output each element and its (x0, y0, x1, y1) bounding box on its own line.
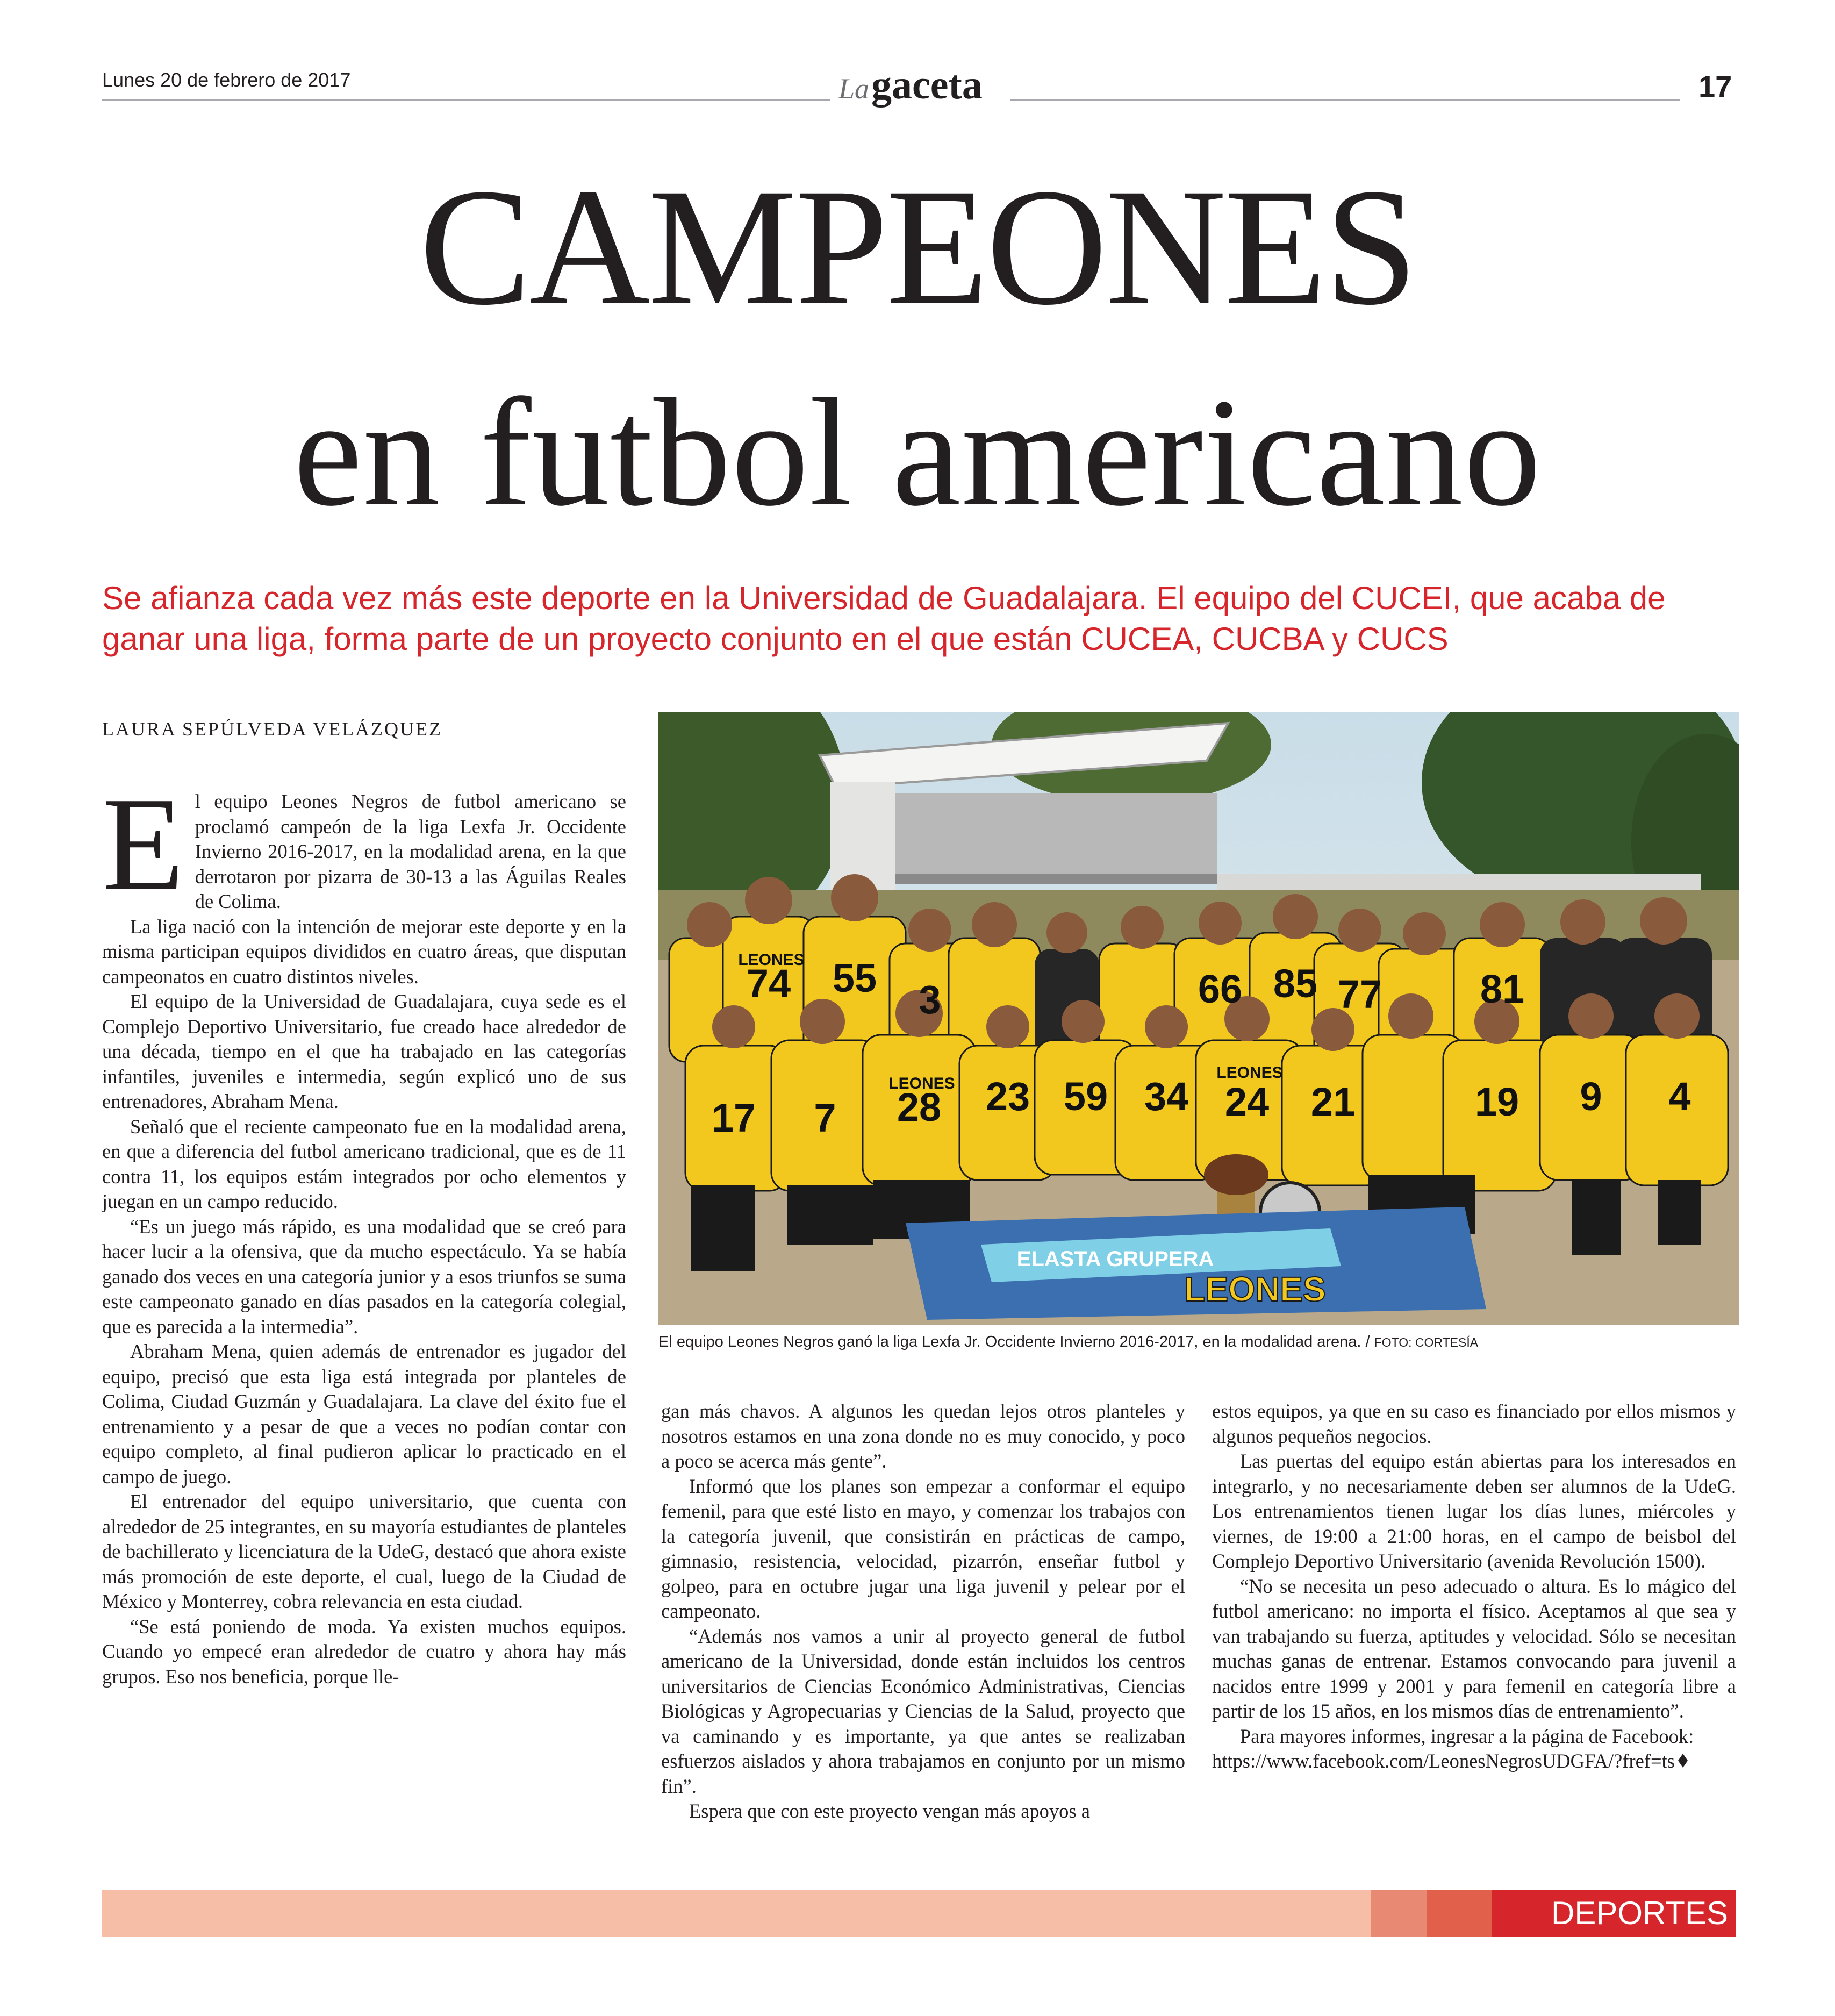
headline-line-2: en futbol americano (293, 367, 1542, 538)
team-banner (906, 1207, 1486, 1320)
jersey-number: 17 (711, 1096, 756, 1140)
footer-band (102, 1890, 1371, 1937)
paragraph: Las puertas del equipo están abiertas para los interesados en integrarlo, y no necesariamente deben ser alumnos de la UdeG. Los entrenamientos tienen lugar los días lunes, miércoles y viernes, de 19:00 a 21:00 horas, en el campo de beisbol del Complejo Deportivo Universitario (avenida Revolución 1500). (1212, 1450, 1736, 1572)
footer-block-light (1371, 1890, 1427, 1937)
facebook-link[interactable]: https://www.facebook.com/LeonesNegrosUDGFA/?fref=ts (1212, 1750, 1675, 1772)
drop-cap: E (102, 770, 184, 919)
logo-la: La (838, 73, 870, 105)
jersey-number: 55 (832, 956, 877, 1000)
jersey-number: 3 (919, 977, 941, 1022)
caption-text: El equipo Leones Negros ganó la liga Lexfa Jr. Occidente Invierno 2016-2017, en la modalidad arena. / (658, 1333, 1370, 1350)
footer-block-mid (1427, 1890, 1492, 1937)
paragraph: “No se necesita un peso adecuado o altura. Es lo mágico del futbol americano: no importa el físico. Aceptamos al que sea y van trabajando su fuerza, aptitudes y velocidad. Sólo se necesitan muchas ganas de entrenar. Estamos convocando para juvenil a nacidos entre 1999 y 2001 y para femenil en categoría libre a partir de los 15 años, en los mismos días de entrenamiento”. (1212, 1575, 1736, 1722)
jersey-number: 19 (1474, 1080, 1519, 1124)
jersey-number: 7 (814, 1096, 836, 1140)
jersey-number: 21 (1310, 1080, 1356, 1124)
header-rule-left (102, 99, 830, 101)
issue-date: Lunes 20 de febrero de 2017 (102, 69, 351, 91)
masthead-logo (838, 62, 1005, 110)
jersey-number: 23 (985, 1074, 1030, 1119)
header-rule-right (1010, 99, 1680, 101)
jersey-number: 59 (1063, 1074, 1108, 1119)
jersey-number: 81 (1480, 967, 1525, 1011)
jersey-number: 9 (1580, 1074, 1602, 1119)
paragraph: El equipo de la Universidad de Guadalajara, cuya sede es el Complejo Deportivo Universitario, fue creado hace alrededor de una década, tiempo en el que ha trabajado en las categorías infantiles, juveniles e intermedia, según explicó uno de sus entrenadores, Abraham Mena. (102, 990, 626, 1112)
team-photo (658, 712, 1739, 1325)
banner-text: LEONES (1184, 1270, 1326, 1309)
jersey-number: 77 (1337, 972, 1382, 1017)
jersey-word: LEONES (888, 1075, 955, 1092)
paragraph: “Se está poniendo de moda. Ya existen muchos equipos. Cuando yo empecé eran alrededor de cuatro y ahora hay más grupos. Eso nos beneficia, porque lle- (102, 1615, 626, 1688)
jersey-number: 74 (746, 961, 791, 1006)
paragraph: gan más chavos. A algunos les quedan lejos otros planteles y nosotros estamos en una zona donde no es muy conocido, y poco a poco se acerca más gente”. (661, 1400, 1185, 1472)
football (1204, 1154, 1268, 1195)
byline: LAURA SEPÚLVEDA VELÁZQUEZ (102, 718, 443, 740)
jersey-word: LEONES (738, 951, 805, 969)
team-photo-illustration (658, 712, 1739, 1325)
jersey-number: 28 (897, 1085, 942, 1129)
paragraph: estos equipos, ya que en su caso es financiado por ellos mismos y algunos pequeños negocios. (1212, 1400, 1736, 1447)
article-deck: Se afianza cada vez más este deporte en la Universidad de Guadalajara. El equipo del CUCEI, que acaba de ganar una liga, forma parte de un proyecto conjunto en el que están CUCEA, CUCBA y CUCS (102, 580, 1666, 657)
paragraph: “Además nos vamos a unir al proyecto general de futbol americano de la Universidad, donde están incluidos los centros universitarios de Ciencias Económico Administrativas, Ciencias Biológicas y Agropecuarias y Ciencias de la Salud, proyecto que va caminando y es importante, ya que antes se realizaban esfuerzos aislados y ahora trabajamos en conjunto por un mismo fin”. (661, 1625, 1185, 1797)
end-mark-icon (1678, 1754, 1688, 1768)
banner-sub-text: ELASTA GRUPERA (1016, 1247, 1214, 1271)
facebook-link-paragraph (1212, 1749, 1736, 1774)
paragraph: Espera que con este proyecto vengan más apoyos a (689, 1800, 1090, 1822)
paragraph: l equipo Leones Negros de futbol americano se proclamó campeón de la liga Lexfa Jr. Occidente Invierno 2016-2017, en la modalidad arena, en la que derrotaron por pizarra de 30-13 a las Águilas Reales de Colima. (195, 790, 626, 912)
logo-gaceta: gaceta (871, 62, 983, 108)
photo-credit: FOTO: CORTESÍA (1374, 1335, 1479, 1349)
jersey-number: 85 (1273, 961, 1318, 1006)
paragraph: La liga nació con la intención de mejorar este deporte y en la misma participan equipos divididos en cuatro áreas, que disputan campeonatos en cuatro distintos niveles. (102, 915, 626, 988)
jersey-word: LEONES (1216, 1064, 1283, 1082)
jersey-number: 34 (1144, 1074, 1189, 1119)
photo-caption (658, 1333, 1739, 1351)
headline-line-1: CAMPEONES (419, 154, 1416, 340)
jersey-number: 4 (1668, 1074, 1691, 1119)
paragraph: Abraham Mena, quien además de entrenador es jugador del equipo, precisó que esta liga está integrada por planteles de Colima, Ciudad Guzmán y Guadalajara. La clave del éxito fue el entrenamiento y a pesar de que a veces no podían contar con equipo completo, al final pudieron aplicar lo practicado en el campo de juego. (102, 1340, 626, 1488)
jersey-number: 66 (1198, 967, 1243, 1011)
article-column-2 (661, 1399, 1185, 1824)
paragraph: El entrenador del equipo universitario, que cuenta con alrededor de 25 integrantes, en su mayoría estudiantes de planteles de bachillerato y licenciatura de la UdeG, destacó que ahora existe más promoción de este deporte, el cual, luego de la Ciudad de México y Monterrey, cobra relevancia en esta ciudad. (102, 1490, 626, 1612)
article-column-1 (102, 770, 626, 1689)
article-column-3 (1212, 1399, 1736, 1774)
page-number: 17 (1698, 69, 1732, 103)
paragraph: Para mayores informes, ingresar a la página de Facebook: (1240, 1725, 1694, 1747)
paragraph: Señaló que el reciente campeonato fue en la modalidad arena, en que a diferencia del futbol americano tradicional, que es de 11 contra 11, los equipos estám integrados por ocho elementos y juegan en un campo reducido. (102, 1115, 626, 1212)
paragraph: “Es un juego más rápido, es una modalidad que se creó para hacer lucir a la ofensiva, que da mucho espectáculo. Ya se había ganado dos veces en una categoría junior y a esos triunfos se suma este campeonato ganado en días pasados en la categoría colegial, que es parecida a la intermedia”. (102, 1215, 626, 1338)
jersey-number: 24 (1224, 1080, 1270, 1124)
section-label: DEPORTES (1551, 1895, 1728, 1931)
paragraph: Informó que los planes son empezar a conformar el equipo femenil, para que esté listo en mayo, y comenzar los trabajos con la categoría juvenil, que consistirán en prácticas de campo, gimnasio, resistencia, velocidad, pizarrón, enseñar futbol y golpeo, para en octubre jugar una liga juvenil y pelear por el campeonato. (661, 1475, 1185, 1622)
